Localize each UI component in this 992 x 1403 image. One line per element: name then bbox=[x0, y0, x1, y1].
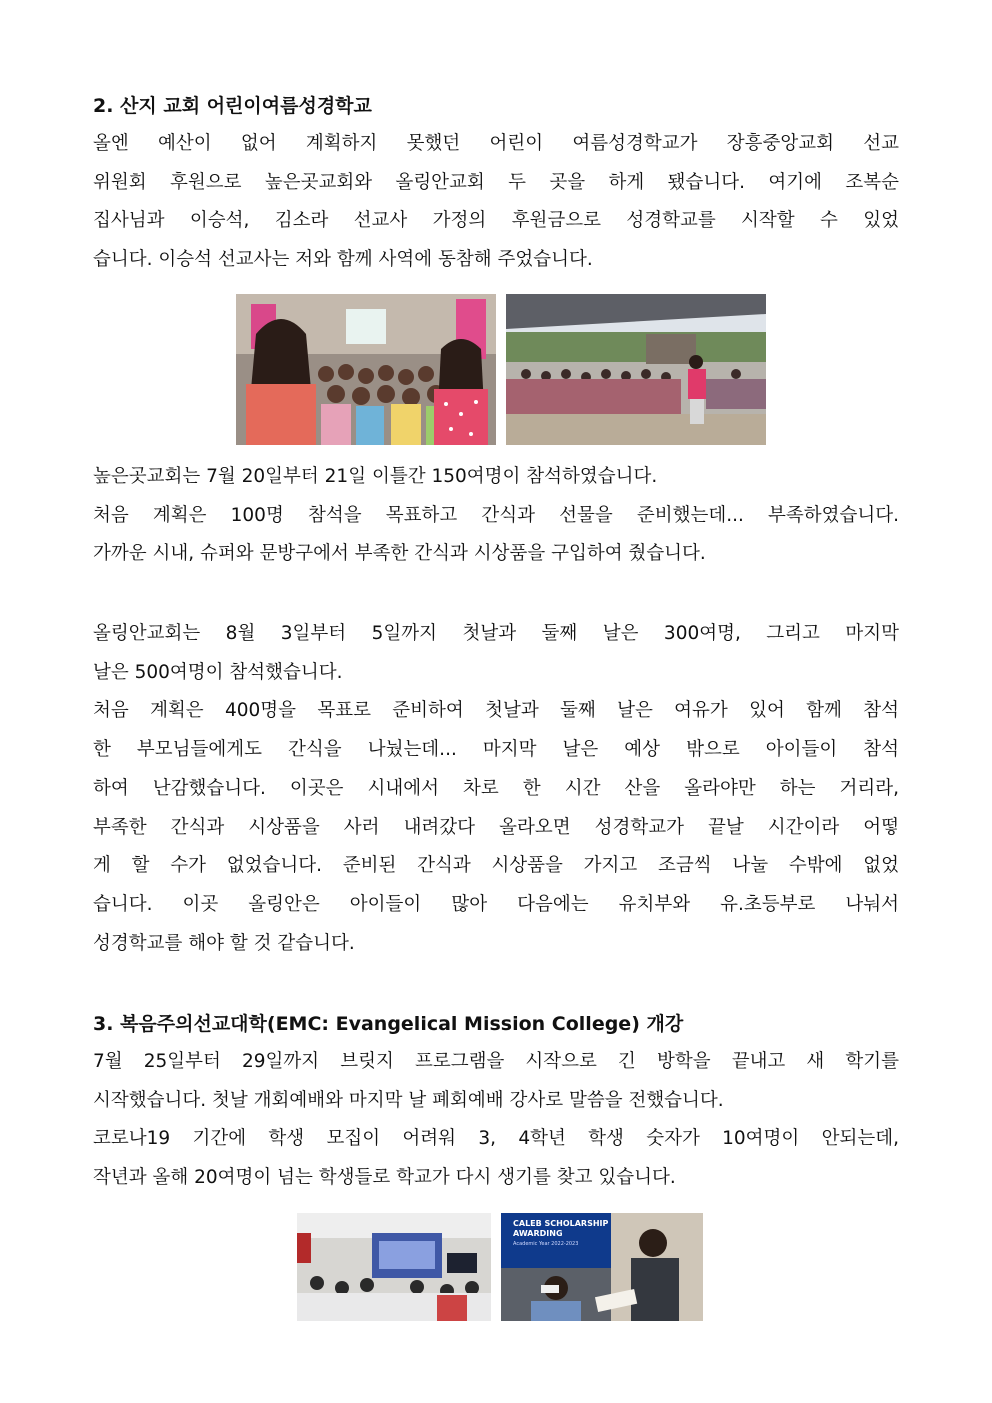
text-line: 7월 25일부터 29일까지 브릿지 프로그램을 시작으로 긴 방학을 끝내고 새 학기를 bbox=[93, 1051, 899, 1072]
text-line: 부족한 간식과 시상품을 사러 내려갔다 올라오면 성경학교가 끝날 시간이라 어떻 bbox=[93, 816, 899, 838]
college-paragraph bbox=[93, 1043, 899, 1198]
text-line: 게 할 수가 없었습니다. 준비된 간식과 시상품을 가지고 조금씩 나눌 수밖에 없었 bbox=[93, 855, 899, 877]
banner-year: Academic Year 2022-2023 bbox=[513, 1241, 579, 1247]
text-line: 시작했습니다. 첫날 개회예배와 마지막 날 폐회예배 강사로 말씀을 전했습니다. bbox=[93, 1089, 724, 1111]
text-line: 높은곳교회는 7월 20일부터 21일 이틀간 150여명이 참석하였습니다. bbox=[93, 466, 658, 487]
text-line: 올엔 예산이 없어 계획하지 못했던 어린이 여름성경학교가 장흥중앙교회 선교 bbox=[93, 133, 899, 154]
text-line: 처음 계획은 100명 참석을 목표하고 간식과 선물을 준비했는데... 부족하였습니다. bbox=[93, 504, 899, 526]
text-line: 하여 난감했습니다. 이곳은 시내에서 차로 한 시간 산을 올라야만 하는 거리라, bbox=[93, 777, 899, 799]
intro-paragraph bbox=[93, 125, 899, 280]
text-line: 집사님과 이승석, 김소라 선교사 가정의 후원금으로 성경학교를 시작할 수 있었 bbox=[93, 210, 899, 232]
text-line: 성경학교를 해야 할 것 같습니다. bbox=[93, 932, 355, 954]
worship-service-photo bbox=[297, 1213, 491, 1321]
text-line: 습니다. 이승석 선교사는 저와 함께 사역에 동참해 주었습니다. bbox=[93, 249, 593, 271]
text-line: 코로나19 기간에 학생 모집이 어려워 3, 4학년 학생 숫자가 10여명이 안되는데, bbox=[93, 1128, 899, 1150]
text-line: 한 부모님들에게도 간식을 나눴는데... 마지막 날은 예상 밖으로 아이들이 참석 bbox=[93, 739, 899, 761]
church1-paragraph bbox=[93, 458, 899, 574]
text-line: 위원회 후원으로 높은곳교회와 올링안교회 두 곳을 하게 됐습니다. 여기에 조복순 bbox=[93, 171, 899, 193]
banner-subtitle: AWARDING bbox=[513, 1229, 563, 1238]
text-line: 가까운 시내, 슈퍼와 문방구에서 부족한 간식과 시상품을 구입하여 줬습니다. bbox=[93, 543, 706, 565]
text-line: 작년과 올해 20여명이 넘는 학생들로 학교가 다시 생기를 찾고 있습니다. bbox=[93, 1167, 676, 1189]
college-photo-row bbox=[297, 1213, 703, 1321]
section-3-heading: 3. 복음주의선교대학(EMC: Evangelical Mission College) 개강 bbox=[93, 1013, 684, 1035]
banner-title: CALEB SCHOLARSHIP bbox=[513, 1219, 609, 1228]
indoor-children-photo bbox=[236, 294, 496, 445]
text-line: 습니다. 이곳 올링안은 아이들이 많아 다음에는 유치부와 유.초등부로 나눠서 bbox=[93, 893, 899, 915]
text-line: 처음 계획은 400명을 목표로 준비하여 첫날과 둘째 날은 여유가 있어 함께 참석 bbox=[93, 700, 899, 722]
vbs-photo-row bbox=[236, 294, 766, 445]
section-2-heading: 2. 산지 교회 어린이여름성경학교 bbox=[93, 95, 372, 117]
church2-paragraph bbox=[93, 615, 899, 963]
scholarship-awarding-photo bbox=[501, 1213, 703, 1321]
text-line: 올링안교회는 8월 3일부터 5일까지 첫날과 둘째 날은 300여명, 그리고 마지막 bbox=[93, 623, 899, 644]
outdoor-pavilion-photo bbox=[506, 294, 766, 445]
text-line: 날은 500여명이 참석했습니다. bbox=[93, 661, 343, 683]
